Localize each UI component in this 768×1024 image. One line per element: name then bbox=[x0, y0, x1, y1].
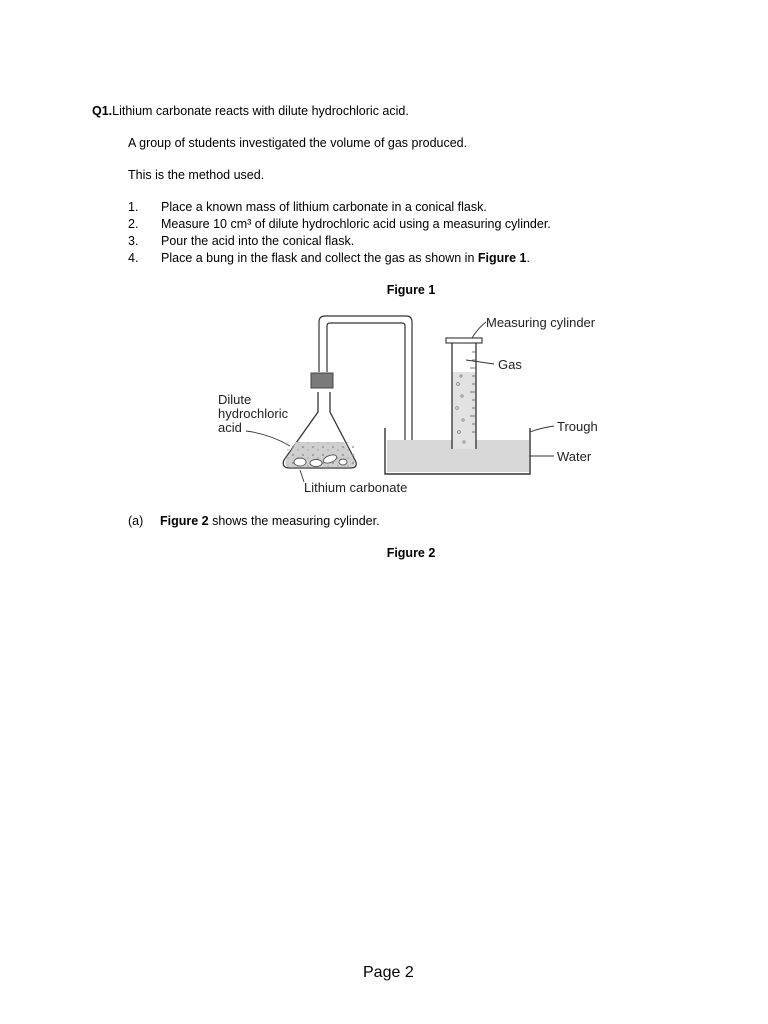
question-number: Q1. bbox=[92, 104, 113, 118]
label-water: Water bbox=[557, 449, 592, 464]
step-number: 4. bbox=[128, 251, 139, 265]
step-number: 3. bbox=[128, 234, 139, 248]
part-a-label: (a) bbox=[128, 514, 144, 528]
label-lithium-carbonate: Lithium carbonate bbox=[304, 480, 408, 495]
measuring-cylinder bbox=[446, 338, 482, 449]
figure-1-diagram bbox=[0, 300, 768, 520]
figure-reference: Figure 1 bbox=[477, 251, 527, 265]
conical-flask bbox=[283, 373, 356, 468]
step-number: 1. bbox=[128, 200, 139, 214]
label-gas: Gas bbox=[498, 357, 522, 372]
question-intro bbox=[92, 103, 409, 119]
part-a-text bbox=[160, 513, 380, 529]
figure-1-title: Figure 1 bbox=[386, 283, 436, 297]
label-dilute-line3: acid bbox=[218, 420, 242, 435]
paragraph-2: This is the method used. bbox=[128, 168, 265, 182]
part-a-body: shows the measuring cylinder. bbox=[208, 514, 380, 528]
step-text: Place a known mass of lithium carbonate in a conical flask. bbox=[161, 200, 487, 214]
label-trough: Trough bbox=[557, 419, 598, 434]
label-dilute-line1: Dilute bbox=[218, 392, 252, 407]
step-text-part: . bbox=[526, 251, 530, 265]
step-text: Pour the acid into the conical flask. bbox=[161, 234, 355, 248]
figure-2-title: Figure 2 bbox=[386, 546, 436, 560]
page-number: Page 2 bbox=[363, 964, 414, 981]
figure-reference: Figure 2 bbox=[160, 514, 209, 528]
step-text-part: Place a bung in the flask and collect the gas as shown in bbox=[161, 251, 478, 265]
step-text bbox=[161, 250, 530, 266]
step-text: Measure 10 cm³ of dilute hydrochloric acid using a measuring cylinder. bbox=[161, 217, 551, 231]
step-number: 2. bbox=[128, 217, 139, 231]
question-intro-text: Lithium carbonate reacts with dilute hydrochloric acid. bbox=[112, 104, 409, 118]
paragraph-1: A group of students investigated the volume of gas produced. bbox=[128, 136, 468, 150]
label-dilute-line2: hydrochloric bbox=[218, 406, 289, 421]
label-measuring-cylinder: Measuring cylinder bbox=[486, 315, 596, 330]
